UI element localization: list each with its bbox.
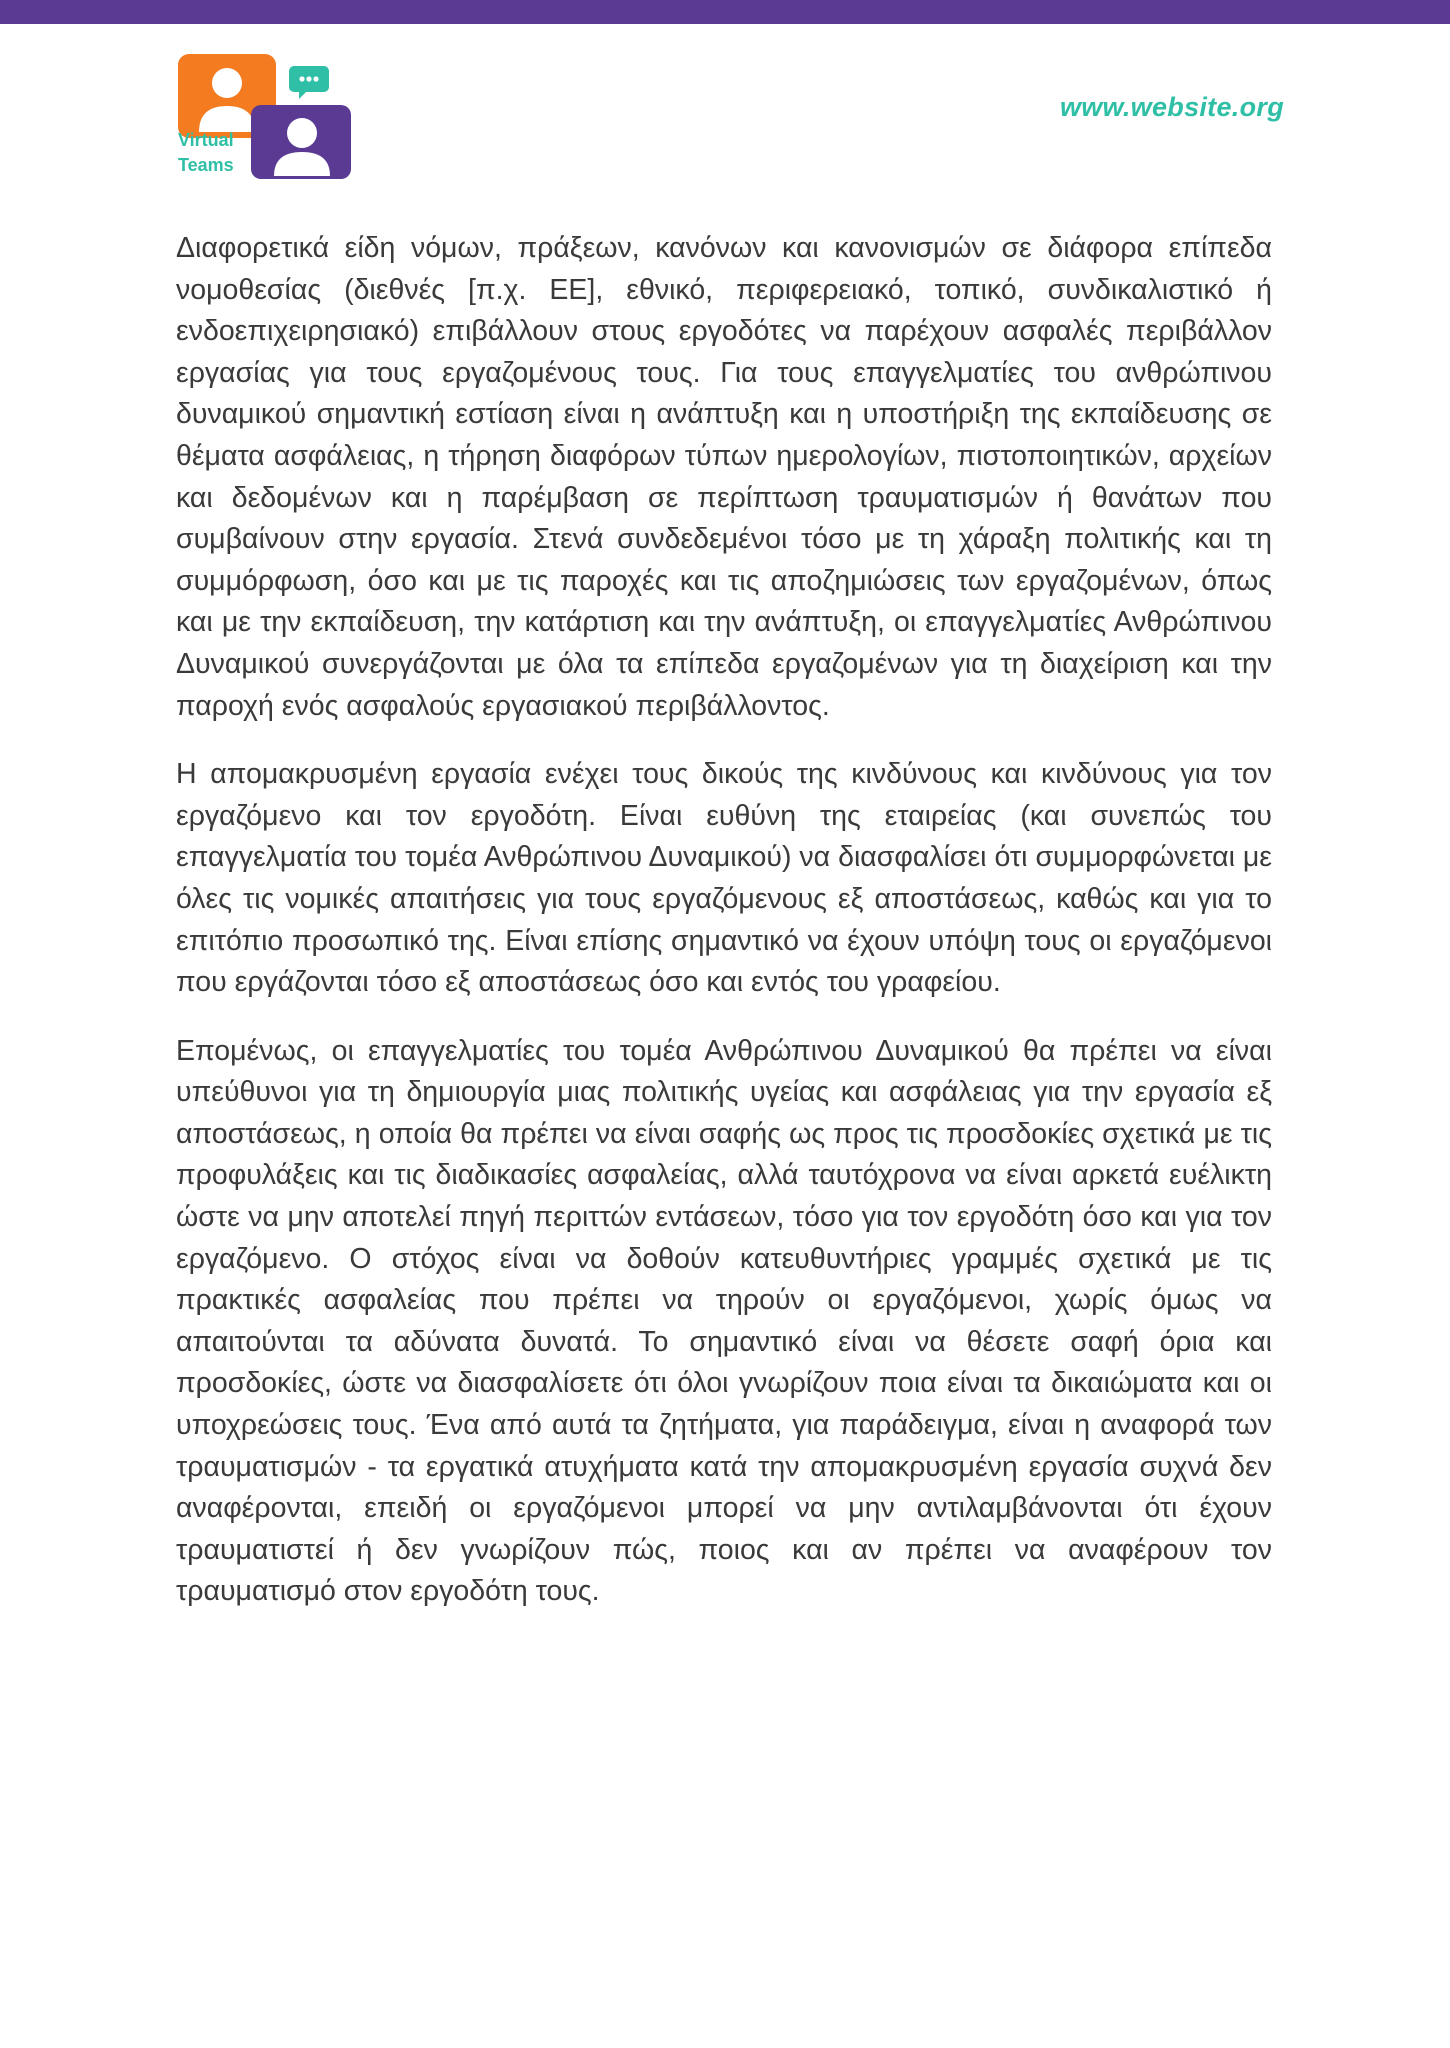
virtual-teams-logo bbox=[176, 52, 356, 182]
logo-text-virtual: Virtual bbox=[178, 130, 234, 150]
paragraph-health-safety-policy: Επομένως, οι επαγγελματίες του τομέα Ανθρώπινου Δυναμικού θα πρέπει να είναι υπεύθυνοι για τη δημιουργία μιας πολιτικής υγείας και ασφάλειας για την εργασία εξ αποστάσεως, η οποία θα πρέπει να είναι σαφής ως προς τις προσδοκίες σχετικά με τις προφυλάξεις και τις διαδικασίες ασφαλείας, αλλά ταυτόχρονα να είναι αρκετά ευέλικτη ώστε να μην αποτελεί πηγή περιττών εντάσεων, τόσο για τον εργοδότη όσο και για τον εργαζόμενο. Ο στόχος είναι να δοθούν κατευθυντήριες γραμμές σχετικά με τις πρακτικές ασφαλείας που πρέπει να τηρούν οι εργαζόμενοι, χωρίς όμως να απαιτούνται τα αδύνατα δυνατά. Το σημαντικό είναι να θέσετε σαφή όρια και προσδοκίες, ώστε να διασφαλίσετε ότι όλοι γνωρίζουν ποια είναι τα δικαιώματα και οι υποχρεώσεις τους. Ένα από αυτά τα ζητήματα, για παράδειγμα, είναι η αναφορά των τραυματισμών - τα εργατικά ατυχήματα κατά την απομακρυσμένη εργασία συχνά δεν αναφέρονται, επειδή οι εργαζόμενοι μπορεί να μην αντιλαμβάνονται ότι έχουν τραυματιστεί ή δεν γνωρίζουν πώς, ποιος και αν πρέπει να αναφέρουν τον τραυματισμό στον εργοδότη τους. bbox=[176, 1034, 1272, 1608]
header-accent-bar bbox=[0, 0, 1450, 24]
paragraph-legislation: Διαφορετικά είδη νόμων, πράξεων, κανόνων και κανονισμών σε διάφορα επίπεδα νομοθεσίας (διεθνές [π.χ. ΕΕ], εθνικό, περιφερειακό, τοπικό, συνδικαλιστικό ή ενδοεπιχειρησιακό) επιβάλλουν στους εργοδότες να παρέχουν ασφαλές περιβάλλον εργασίας για τους εργαζομένους τους. Για τους επαγγελματίες του ανθρώπινου δυναμικού σημαντική εστίαση είναι η ανάπτυξη και η υποστήριξη της εκπαίδευσης σε θέματα ασφάλειας, η τήρηση διαφόρων τύπων ημερολογίων, πιστοποιητικών, αρχείων και δεδομένων και η παρέμβαση σε περίπτωση τραυματισμών ή θανάτων που συμβαίνουν στην εργασία. Στενά συνδεδεμένοι τόσο με τη χάραξη πολιτικής και τη συμμόρφωση, όσο και με τις παροχές και τις αποζημιώσεις των εργαζομένων, όπως και με την εκπαίδευση, την κατάρτιση και την ανάπτυξη, οι επαγγελματίες Ανθρώπινου Δυναμικού συνεργάζονται με όλα τα επίπεδα εργαζομένων για τη διαχείριση και την παροχή ενός ασφαλούς εργασιακού περιβάλλοντος. bbox=[176, 232, 1272, 722]
paragraph-remote-work-risks: Η απομακρυσμένη εργασία ενέχει τους δικούς της κινδύνους και κινδύνους για τον εργαζόμενο και τον εργοδότη. Είναι ευθύνη της εταιρείας (και συνεπώς του επαγγελματία του τομέα Ανθρώπινου Δυναμικού) να διασφαλίσει ότι συμμορφώνεται με όλες τις νομικές απαιτήσεις για τους εργαζόμενους εξ αποστάσεως, καθώς και για το επιτόπιο προσωπικό της. Είναι επίσης σημαντικό να έχουν υπόψη τους οι εργαζόμενοι που εργάζονται τόσο εξ αποστάσεως όσο και εντός του γραφείου. bbox=[176, 758, 1272, 999]
website-url: www.website.org bbox=[1059, 92, 1284, 122]
document-body bbox=[176, 228, 1272, 1640]
chat-bubble-icon bbox=[289, 66, 329, 99]
logo-text-teams: Teams bbox=[178, 155, 234, 175]
orange-person-head-icon bbox=[212, 68, 242, 98]
purple-person-head-icon bbox=[287, 118, 317, 148]
